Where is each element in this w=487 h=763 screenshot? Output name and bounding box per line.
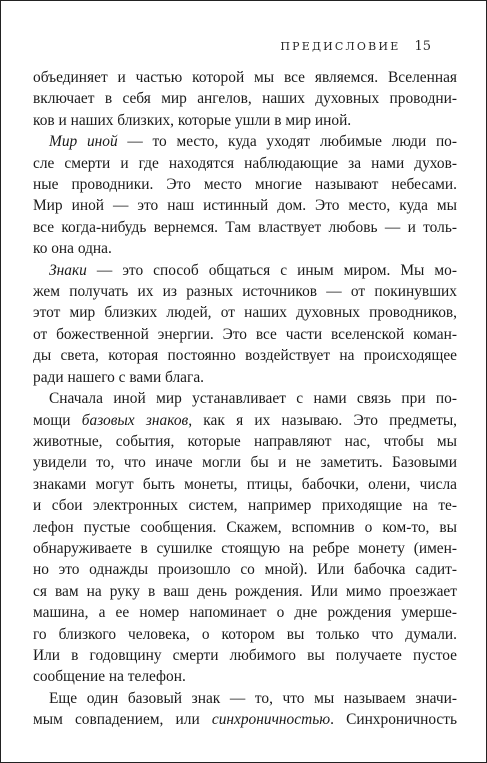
- text-line: [33, 602, 457, 623]
- text-run: лефон пустые сообщения. Скажем, вспомнив о ком-то, вы: [33, 518, 457, 536]
- text-line: [33, 281, 457, 302]
- text-line: [33, 153, 457, 174]
- text-run: этот мир близких людей, от наших духовных проводников,: [33, 304, 457, 322]
- text-run: го близкого человека, о котором вы только что думали.: [33, 625, 457, 643]
- text-run: все когда-нибудь вернемся. Там властвует любовь — и толь-: [33, 218, 457, 236]
- text-run: обнаруживаете в сушилке стоящую на ребре монету (имен-: [33, 539, 457, 557]
- text-line: [33, 538, 457, 559]
- text-run: сообщение на телефон.: [33, 668, 186, 686]
- text-run: — то место, куда уходят любимые люди по-: [117, 133, 457, 151]
- text-line: [33, 495, 457, 516]
- text-run: но это однажды произошло со мной). Или бабочка садит-: [33, 561, 457, 579]
- text-run: ради нашего с вами блага.: [33, 368, 205, 386]
- paragraph: [33, 131, 457, 259]
- section-title: ПРЕДИСЛОВИЕ: [280, 40, 401, 53]
- text-line: [33, 217, 457, 238]
- text-run: объединяет и частью которой мы все являемся. Вселенная: [33, 69, 457, 86]
- text-run: от божественной энергии. Это все части вселенской коман-: [33, 325, 457, 343]
- text-run: Или в годовщину смерти любимого вы получаете пустое: [33, 646, 457, 664]
- text-line: [33, 666, 457, 687]
- text-run: мым совпадением, или: [33, 711, 212, 729]
- text-line: [33, 559, 457, 580]
- text-line: [33, 238, 457, 259]
- text-run: сле смерти и где находятся наблюдающие за нами духов-: [33, 154, 457, 172]
- text-run: животные, события, которые направляют нас, чтобы мы: [33, 432, 457, 450]
- text-line: [33, 645, 457, 666]
- paragraph: [33, 388, 457, 688]
- text-run: ные проводники. Это место многие называют небесами.: [33, 176, 457, 194]
- text-line: [33, 345, 457, 366]
- text-run: жем получать их из разных источников — от покинувших: [33, 283, 457, 301]
- text-line: [33, 388, 457, 409]
- text-line: [33, 431, 457, 452]
- text-run: включает в себя мир ангелов, наших духовных проводни-: [33, 90, 457, 108]
- text-line: [33, 517, 457, 538]
- text-run: ков и наших близких, которые ушли в мир иной.: [33, 111, 352, 129]
- body-text: [33, 67, 457, 731]
- running-head: [280, 39, 431, 54]
- text-run: знаками могут быть монеты, птицы, бабочки, олени, числа: [33, 475, 457, 493]
- text-run: ся вам на руку в ваш день рождения. Или мимо проезжает: [33, 582, 457, 600]
- text-run: Сначала иной мир устанавливает с нами связь при по-: [49, 390, 457, 408]
- text-line: [33, 452, 457, 473]
- text-line: [33, 131, 457, 152]
- text-run: Еще один базовый знак — то, что мы называем значи-: [49, 689, 457, 707]
- text-run: увидели то, что иначе могли бы и не заметить. Базовыми: [33, 454, 457, 472]
- text-run: — это способ общаться с иным миром. Мы мо-: [86, 261, 457, 279]
- text-line: [33, 260, 457, 281]
- italic-term: базовых знаков: [81, 411, 189, 429]
- text-line: [33, 410, 457, 431]
- text-line: [33, 302, 457, 323]
- paragraph: [33, 688, 457, 731]
- text-run: мощи: [33, 411, 82, 429]
- text-run: ко она одна.: [33, 240, 112, 258]
- text-run: машина, а ее номер напоминает о дне рождения умерше-: [33, 604, 457, 622]
- page-number: 15: [414, 39, 431, 54]
- text-line: [33, 174, 457, 195]
- text-run: , как я их называю. Это предметы,: [188, 411, 458, 429]
- text-line: [33, 709, 457, 730]
- text-run: . Синхроничность: [330, 711, 457, 729]
- text-line: [33, 474, 457, 495]
- italic-term: Знаки: [49, 261, 87, 279]
- text-line: [33, 324, 457, 345]
- text-run: Мир иной — это наш истинный дом. Это место, куда мы: [33, 197, 457, 215]
- italic-term: синхроничностью: [211, 711, 331, 729]
- text-line: [33, 367, 457, 388]
- text-line: [33, 688, 457, 709]
- text-line: [33, 110, 457, 131]
- text-line: [33, 67, 457, 88]
- text-line: [33, 88, 457, 109]
- text-run: и сбои электронных систем, например приходящие на те-: [33, 497, 457, 515]
- paragraph: [33, 67, 457, 131]
- paragraph: [33, 260, 457, 388]
- text-run: ды света, которая постоянно воздействует на происходящее: [33, 347, 457, 365]
- text-line: [33, 581, 457, 602]
- text-line: [33, 195, 457, 216]
- text-line: [33, 624, 457, 645]
- italic-term: Мир иной: [49, 133, 118, 151]
